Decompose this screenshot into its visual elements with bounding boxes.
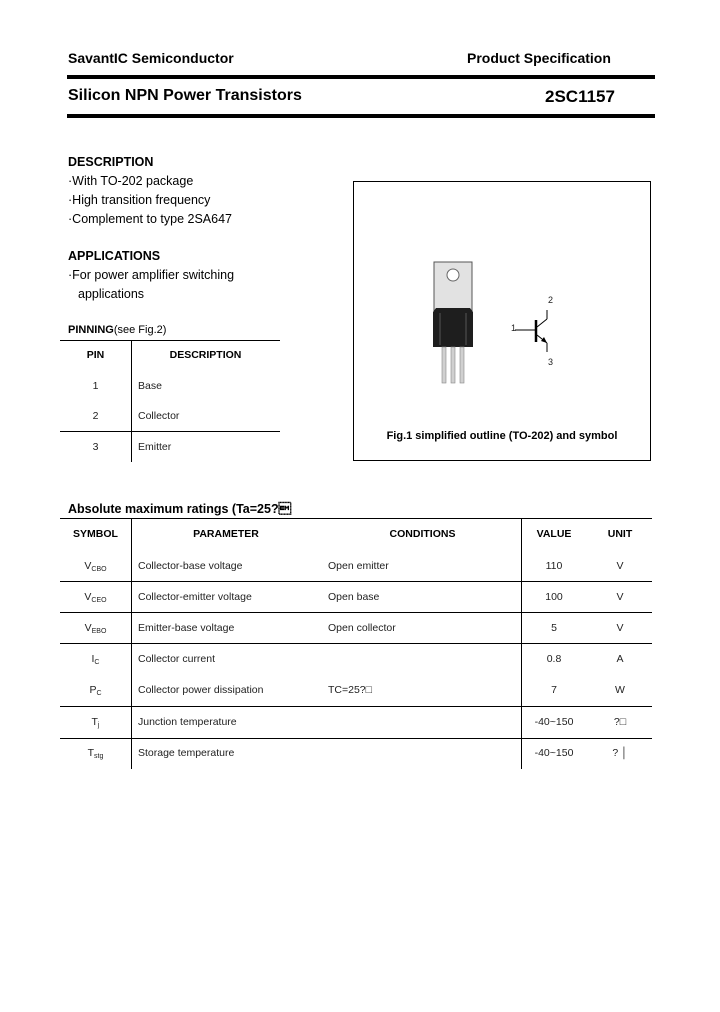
pin-number: 3 bbox=[92, 441, 99, 453]
rating-value: -40~150 bbox=[534, 716, 574, 728]
rating-value: 110 bbox=[545, 560, 563, 572]
pinning-header-pin: PIN bbox=[86, 349, 105, 361]
rating-conditions: Open collector bbox=[328, 622, 396, 634]
rating-value: 100 bbox=[545, 591, 563, 603]
pin-description: Base bbox=[138, 380, 162, 392]
pinning-row-rule bbox=[60, 431, 280, 432]
rating-parameter: Collector-emitter voltage bbox=[138, 591, 252, 603]
rating-parameter: Collector current bbox=[138, 653, 216, 665]
pin-number: 2 bbox=[92, 410, 99, 422]
rating-parameter: Emitter-base voltage bbox=[138, 622, 235, 634]
figure-caption: Fig.1 simplified outline (TO-202) and symbol bbox=[386, 430, 618, 442]
ratings-header-conditions: CONDITIONS bbox=[389, 528, 456, 540]
header-rule-bottom bbox=[67, 114, 655, 118]
rating-parameter: Collector power dissipation bbox=[138, 684, 264, 696]
symbol-pin-2-label: 2 bbox=[548, 295, 554, 305]
rating-value: 0.8 bbox=[546, 653, 562, 665]
symbol-pin-1-label: 1 bbox=[511, 323, 517, 333]
ratings-header-unit: UNIT bbox=[607, 528, 633, 540]
description-item: ·With TO-202 package bbox=[68, 174, 194, 188]
company-name: SavantIC Semiconductor bbox=[68, 50, 234, 66]
rating-symbol: $T_j$ bbox=[91, 716, 100, 729]
rating-value: 5 bbox=[551, 622, 557, 634]
description-title: DESCRIPTION bbox=[68, 155, 154, 169]
symbol-pin-3-label: 3 bbox=[548, 357, 554, 367]
ratings-title: Absolute maximum ratings (Ta=25? bbox=[68, 502, 292, 516]
ratings-row-rule bbox=[60, 581, 652, 582]
rating-unit: V bbox=[616, 560, 624, 572]
rating-parameter: Collector-base voltage bbox=[138, 560, 243, 572]
rating-symbol: $V_{CBO}$ bbox=[84, 560, 107, 573]
pinning-header-description: DESCRIPTION bbox=[169, 349, 242, 361]
rating-conditions: Open base bbox=[328, 591, 380, 603]
rating-conditions: TC=25?□ bbox=[328, 684, 372, 696]
pinning-title bbox=[68, 324, 166, 336]
rating-symbol: $V_{CEO}$ bbox=[84, 591, 107, 604]
pin-description: Collector bbox=[138, 410, 180, 422]
ratings-row-rule bbox=[60, 612, 652, 613]
ratings-row-rule bbox=[60, 706, 652, 707]
ratings-header-value: VALUE bbox=[536, 528, 572, 540]
rating-value: -40~150 bbox=[534, 747, 574, 759]
applications-title: APPLICATIONS bbox=[68, 249, 161, 263]
rating-conditions: Open emitter bbox=[328, 560, 389, 572]
rating-symbol: $V_{EBO}$ bbox=[84, 622, 107, 635]
description-item: ·Complement to type 2SA647 bbox=[68, 212, 232, 226]
pin-description: Emitter bbox=[138, 441, 172, 453]
rating-unit: W bbox=[615, 684, 625, 696]
pinning-title-bold: PINNING bbox=[68, 324, 114, 336]
pinning-title-ref: (see Fig.2) bbox=[113, 324, 167, 336]
ratings-row-rule bbox=[60, 738, 652, 739]
part-number: 2SC1157 bbox=[545, 87, 615, 106]
pin-number: 1 bbox=[92, 380, 99, 392]
rating-unit: A bbox=[616, 653, 624, 665]
rating-unit: ?□ bbox=[613, 716, 627, 728]
application-item: ·For power amplifier switching bbox=[68, 268, 235, 282]
description-item: ·High transition frequency bbox=[68, 193, 211, 207]
ratings-header-symbol: SYMBOL bbox=[73, 528, 118, 540]
rating-parameter: Storage temperature bbox=[138, 747, 235, 759]
header-rule-top bbox=[67, 75, 655, 79]
rating-symbol: $P_C$ bbox=[89, 684, 102, 697]
rating-symbol: $T_{stg}$ bbox=[87, 747, 104, 760]
rating-parameter: Junction temperature bbox=[138, 716, 237, 728]
rating-symbol: $I_C$ bbox=[91, 653, 100, 666]
rating-unit: ? │ bbox=[612, 747, 628, 759]
rating-unit: V bbox=[616, 622, 624, 634]
product-line-title: Silicon NPN Power Transistors bbox=[68, 87, 302, 104]
document-type: Product Specification bbox=[467, 50, 611, 66]
pinning-top-rule bbox=[60, 340, 280, 341]
application-item: applications bbox=[78, 287, 145, 301]
rating-unit: V bbox=[616, 591, 624, 603]
rating-value: 7 bbox=[551, 684, 557, 696]
ratings-header-parameter: PARAMETER bbox=[193, 528, 259, 540]
ratings-row-rule bbox=[60, 643, 652, 644]
ratings-top-rule bbox=[60, 518, 652, 519]
